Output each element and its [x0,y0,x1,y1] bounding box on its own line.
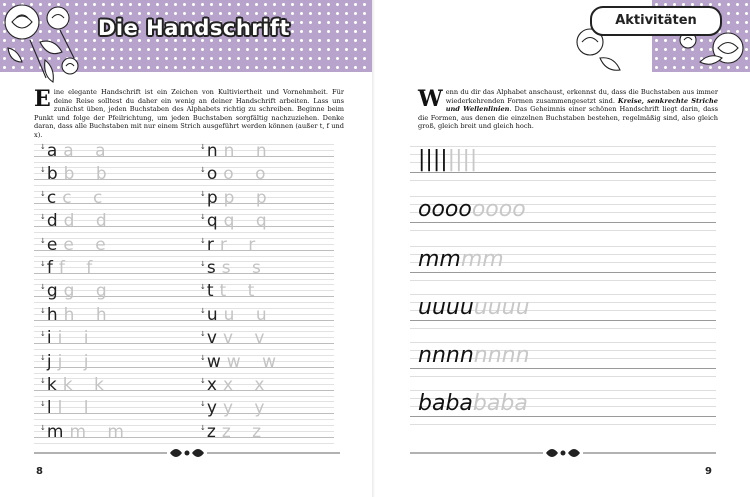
pattern-example: uuuu [418,295,474,320]
start-arrow-icon: ↓ [200,353,206,362]
traced-letter: g [46,281,58,302]
letter-row [200,164,274,186]
pattern-row [418,391,528,416]
letter-row [200,281,262,303]
ruling-line [410,222,716,223]
letter-row [200,398,272,420]
trace-letters: w w [226,351,284,372]
page-number-left: 8 [36,466,43,477]
traced-letter: t [206,281,214,302]
start-arrow-icon: ↓ [40,260,46,268]
pattern-row [418,197,526,222]
trace-letters: o o [223,164,274,185]
trace-letters: j j [57,351,97,372]
start-arrow-icon: ↓ [200,377,206,385]
pattern-row [418,147,477,172]
trace-letters: n n [223,141,275,161]
letter-row [40,375,112,397]
letter-row [200,352,284,374]
start-arrow-icon: ↓ [40,330,46,339]
trace-letters: t t [219,281,263,302]
pattern-row [418,343,530,368]
intro-paragraph [34,88,344,140]
letter-row [40,305,115,327]
traced-letter: m [46,421,64,442]
letter-row [40,235,114,257]
traced-letter: x [206,375,217,395]
rose-decoration-left-icon [0,0,95,90]
traced-letter: k [46,375,57,395]
trace-letters: z z [221,421,270,442]
letter-row [40,422,132,444]
traced-letter: j [46,351,52,372]
right-intro-paragraph [418,88,718,131]
right-drop-cap: W [418,86,443,112]
traced-letter: d [46,211,58,232]
page-number-right: 9 [705,466,712,477]
trace-letters: u u [223,304,275,325]
pattern-trace: nnnn [473,343,530,368]
pattern-example: |||| [418,147,448,172]
start-arrow-icon: ↓ [200,143,206,151]
letter-row [200,375,272,397]
start-arrow-icon: ↓ [40,213,46,222]
start-arrow-icon: ↓ [40,423,46,432]
traced-letter: z [206,421,216,442]
practice-column-1 [34,140,334,445]
traced-letter: o [206,164,218,185]
letter-row [200,305,275,327]
trace-letters: h h [63,304,115,325]
pattern-trace: |||| [447,147,478,172]
start-arrow-icon: ↓ [200,423,206,432]
ruling-line [410,180,716,181]
letter-row [40,281,115,303]
trace-letters: s s [221,258,269,278]
letter-row [200,258,269,280]
letter-row [200,141,275,163]
pattern-row [418,295,530,320]
trace-letters: g g [63,281,115,302]
traced-letter: e [46,234,58,255]
trace-letters: l l [57,398,97,419]
pattern-example: mm [418,247,461,272]
start-arrow-icon: ↓ [200,213,206,222]
trace-letters: k k [62,375,112,395]
start-arrow-icon: ↓ [40,143,46,151]
start-arrow-icon: ↓ [200,330,206,339]
ornament-divider-right [410,446,716,463]
pattern-row [418,247,504,272]
pattern-example: baba [418,391,473,416]
traced-letter: l [46,398,52,419]
trace-letters: p p [223,187,275,208]
letter-row [40,328,96,350]
traced-letter: q [206,211,218,232]
letter-row [40,164,115,186]
trace-letters: b b [63,164,115,185]
letter-row [200,328,272,350]
trace-letters: i i [57,328,97,349]
trace-letters: c c [62,187,111,208]
traced-letter: f [46,258,53,278]
letter-row [40,211,115,233]
pattern-trace: uuuu [473,295,530,320]
letter-row [200,235,263,257]
traced-letter: w [206,351,221,372]
pattern-trace: baba [472,391,528,416]
trace-letters: f f [58,258,101,278]
traced-letter: h [46,304,58,325]
start-arrow-icon: ↓ [40,236,46,245]
traced-letter: u [206,304,218,325]
ruling-line [410,424,716,425]
traced-letter: a [46,141,58,161]
traced-letter: c [46,187,57,208]
trace-letters: e e [63,234,114,255]
pattern-trace: oooo [471,197,526,222]
start-arrow-icon: ↓ [40,283,46,292]
start-arrow-icon: ↓ [40,400,46,409]
pattern-example: oooo [418,197,472,222]
ruling-line [410,376,716,377]
ornament-divider [34,446,340,463]
ruling-line [410,172,716,173]
ruling-line [410,328,716,329]
pattern-trace: mm [460,247,504,272]
trace-letters: d d [63,211,115,232]
start-arrow-icon: ↓ [200,189,206,198]
right-intro-emphasis: Kreise, senkrechte Striche und Wellenlinien [445,96,719,114]
traced-letter: p [206,187,218,208]
drop-cap: E [34,86,51,112]
traced-letter: b [46,164,58,185]
page-title: Die Handschrift [98,16,291,40]
trace-letters: r r [219,234,264,255]
start-arrow-icon: ↓ [200,306,206,315]
letter-row [40,188,110,210]
start-arrow-icon: ↓ [40,166,46,175]
start-arrow-icon: ↓ [200,236,206,245]
traced-letter: n [206,141,218,161]
letter-row [40,258,100,280]
trace-letters: v v [222,328,273,349]
start-arrow-icon: ↓ [200,166,206,175]
right-intro-text-1: enn du dir das Alphabet anschaust, erkennst du, dass die Buchstaben aus immer wiederkehrenden Formen zusammengesetzt sind. [445,88,718,105]
traced-letter: r [206,234,214,255]
start-arrow-icon: ↓ [40,353,46,362]
start-arrow-icon: ↓ [40,377,46,385]
letter-row [40,141,114,163]
letter-row [40,352,96,374]
letter-row [200,188,275,210]
traced-letter: v [206,328,217,349]
intro-text: ine elegante Handschrift ist ein Zeichen von Kultiviertheit und Vornehmheit. Für deine Reise solltest du daher ein wenig an deiner Handschrift arbeiten. Lass uns zunächst üben, jeden Buchstaben des Alphabets richtig zu schreiben. Beginne beim Punkt und folge der Pfeilrichtung, um jeden Buchstaben sorgfältig nachzuziehen. Denke daran, dass alle Buchstaben mit nur einem Strich ausgeführt werden können (außer t, f und x). [34,88,344,139]
traced-letter: y [206,398,217,419]
start-arrow-icon: ↓ [200,260,206,268]
letter-row [200,422,269,444]
traced-letter: i [46,328,52,349]
trace-letters: q q [223,211,275,232]
ruling-line [410,272,716,273]
ruling-line [410,368,716,369]
start-arrow-icon: ↓ [40,189,46,198]
letter-row [40,398,96,420]
traced-letter: s [206,258,216,278]
ruling-line [410,320,716,321]
trace-letters: x x [222,375,273,395]
trace-letters: a a [63,141,114,161]
start-arrow-icon: ↓ [40,306,46,315]
pattern-example: nnnn [418,343,474,368]
ruling-line [410,416,716,417]
section-badge: Aktivitäten [590,6,722,36]
start-arrow-icon: ↓ [200,400,206,409]
ruling-line [410,280,716,281]
ruling-line [410,230,716,231]
right-intro-text-2: . Das Geheimnis einer schönen Handschrift liegt darin, dass die Formen, aus denen die einzelnen Buchstaben bestehen, regelmäßig sind, also gleich groß, gleich breit und gleich hoch. [418,105,718,131]
start-arrow-icon: ↓ [200,283,206,292]
letter-row [200,211,275,233]
trace-letters: y y [222,398,273,419]
trace-letters: m m [69,421,132,442]
